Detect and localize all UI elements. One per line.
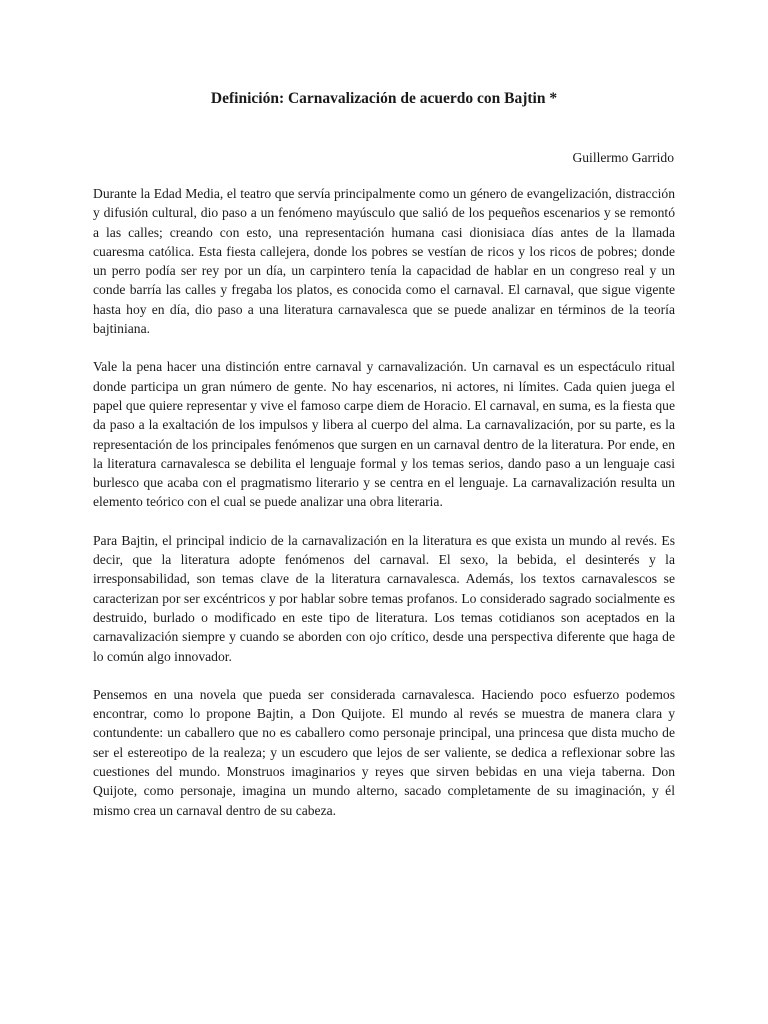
author-name: Guillermo Garrido xyxy=(572,150,674,165)
paragraph-3: Para Bajtin, el principal indicio de la carnavalización en la literatura es que exista un mundo al revés. Es decir, que la literatura adopte fenómenos del carnaval. El sexo, la bebida, el desinterés y la irresponsabilidad, son temas clave de la literatura carnavalesca. Además, los textos carnavalescos se caracterizan por ser excéntricos y por hablar sobre temas profanos. Lo considerado sagrado socialmente es destruido, burlado o modificado en este tipo de literatura. Los temas cotidianos son aceptados en la carnavalización siempre y cuando se aborden con ojo crítico, desde una perspectiva diferente que haga de lo común algo innovador. xyxy=(93,532,675,664)
paragraph-2: Vale la pena hacer una distinción entre carnaval y carnavalización. Un carnaval es un espectáculo ritual donde participa un gran número de gente. No hay escenarios, ni actores, ni límites. Cada quien juega el papel que quiere representar y vive el famoso carpe diem de Horacio. El carnaval, en suma, es la fiesta que da paso a la exaltación de los impulsos y libera al cuerpo del alma. La carnavalización, por su parte, es la representación de los principales fenómenos que surgen en un carnaval dentro de la literatura. Por ende, en la literatura carnavalesca se debilita el lenguaje formal y los temas serios, dando paso a un lenguaje casi burlesco que acaba con el pragmatismo literario y se centra en el lenguaje. La carnavalización resulta un elemento teórico con el cual se puede analizar una obra literaria. xyxy=(93,359,675,510)
document-body xyxy=(93,184,675,839)
document-title: Definición: Carnavalización de acuerdo con Bajtin * xyxy=(210,90,558,107)
paragraph-1: Durante la Edad Media, el teatro que servía principalmente como un género de evangelización, distracción y difusión cultural, dio paso a un fenómeno mayúsculo que salió de los pequeños escenarios y se remontó a las calles; creando con esto, una representación humana casi dionisiaca días antes de la llamada cuaresma católica. Esta fiesta callejera, donde los pobres se vestían de ricos y los ricos de pobres; donde un perro podía ser rey por un día, un carpintero tenía la capacidad de hablar en un congreso real y un conde barría las calles y fregaba los platos, es conocida como el carnaval. El carnaval, que sigue vigente hasta hoy en día, dio paso a una literatura carnavalesca que se puede analizar en términos de la teoría bajtiniana. xyxy=(93,186,675,337)
paragraph-4: Pensemos en una novela que pueda ser considerada carnavalesca. Haciendo poco esfuerzo podemos encontrar, como lo propone Bajtin, a Don Quijote. El mundo al revés se muestra de manera clara y contundente: un caballero que no es caballero como personaje principal, una princesa que dista mucho de ser el estereotipo de la realeza; y un escudero que lejos de ser valiente, se dedica a reflexionar sobre las cuestiones del mundo. Monstruos imaginarios y reyes que sirven bebidas en una vieja taberna. Don Quijote, como personaje, imagina un mundo alterno, sacado completamente de su imaginación, y él mismo crea un carnaval dentro de su cabeza. xyxy=(93,686,675,818)
